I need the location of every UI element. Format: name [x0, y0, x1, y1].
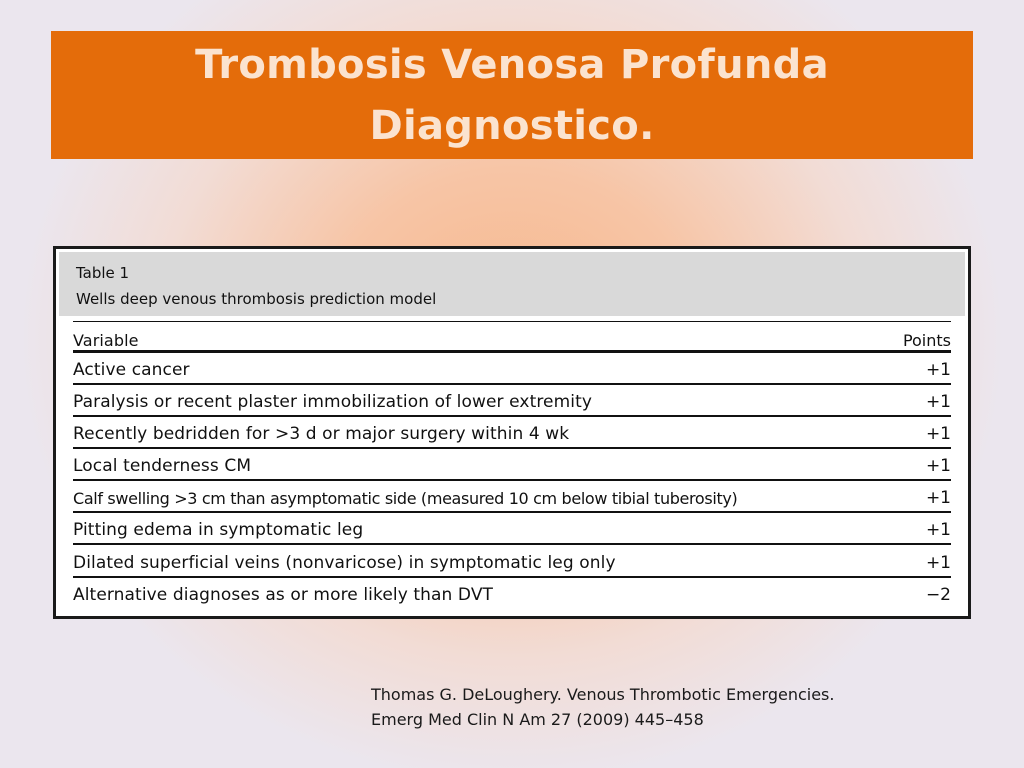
title-banner — [51, 31, 973, 159]
table-caption-number: Table 1 — [76, 264, 130, 282]
table-row-variable: Pitting edema in symptomatic leg — [73, 520, 364, 540]
table-caption-title: Wells deep venous thrombosis prediction model — [76, 290, 437, 308]
column-header-points: Points — [902, 331, 951, 350]
table-row-points: +1 — [925, 553, 951, 573]
table-row-divider — [73, 383, 951, 385]
column-header-rule — [73, 350, 951, 353]
table-row-variable: Local tenderness CM — [73, 456, 252, 476]
table-row-divider — [73, 447, 951, 449]
table-row-variable: Paralysis or recent plaster immobilization of lower extremity — [73, 392, 593, 412]
table-row-variable: Recently bedridden for >3 d or major surgery within 4 wk — [73, 424, 570, 444]
table-row-variable: Alternative diagnoses as or more likely than DVT — [73, 585, 494, 605]
table-top-rule — [73, 321, 951, 322]
table-row-variable: Calf swelling >3 cm than asymptomatic side (measured 10 cm below tibial tuberosity) — [73, 489, 738, 508]
citation-line-1: Thomas G. DeLoughery. Venous Thrombotic Emergencies. — [371, 685, 835, 704]
table-row-points: +1 — [925, 488, 951, 508]
table-row-points: +1 — [925, 520, 951, 540]
table-row-variable: Dilated superficial veins (nonvaricose) in symptomatic leg only — [73, 553, 616, 573]
citation-line-2: Emerg Med Clin N Am 27 (2009) 445–458 — [371, 710, 704, 729]
slide-title-line-1: Trombosis Venosa Profunda — [195, 42, 829, 88]
table-row-points: −2 — [925, 585, 951, 605]
citation — [371, 682, 834, 732]
table-row-divider — [73, 479, 951, 481]
table-row-points: +1 — [925, 392, 951, 412]
table-row-divider — [73, 511, 951, 513]
table-row-points: +1 — [925, 424, 951, 444]
table-row-divider — [73, 576, 951, 578]
slide-title-line-2: Diagnostico. — [369, 103, 655, 149]
table-row-points: +1 — [925, 456, 951, 476]
table-row-divider — [73, 415, 951, 417]
table-row-divider — [73, 543, 951, 545]
column-header-variable: Variable — [73, 331, 139, 350]
table-row-points: +1 — [925, 360, 951, 380]
table-row-variable: Active cancer — [73, 360, 190, 380]
table-caption-area — [59, 252, 965, 316]
wells-table — [53, 246, 971, 619]
